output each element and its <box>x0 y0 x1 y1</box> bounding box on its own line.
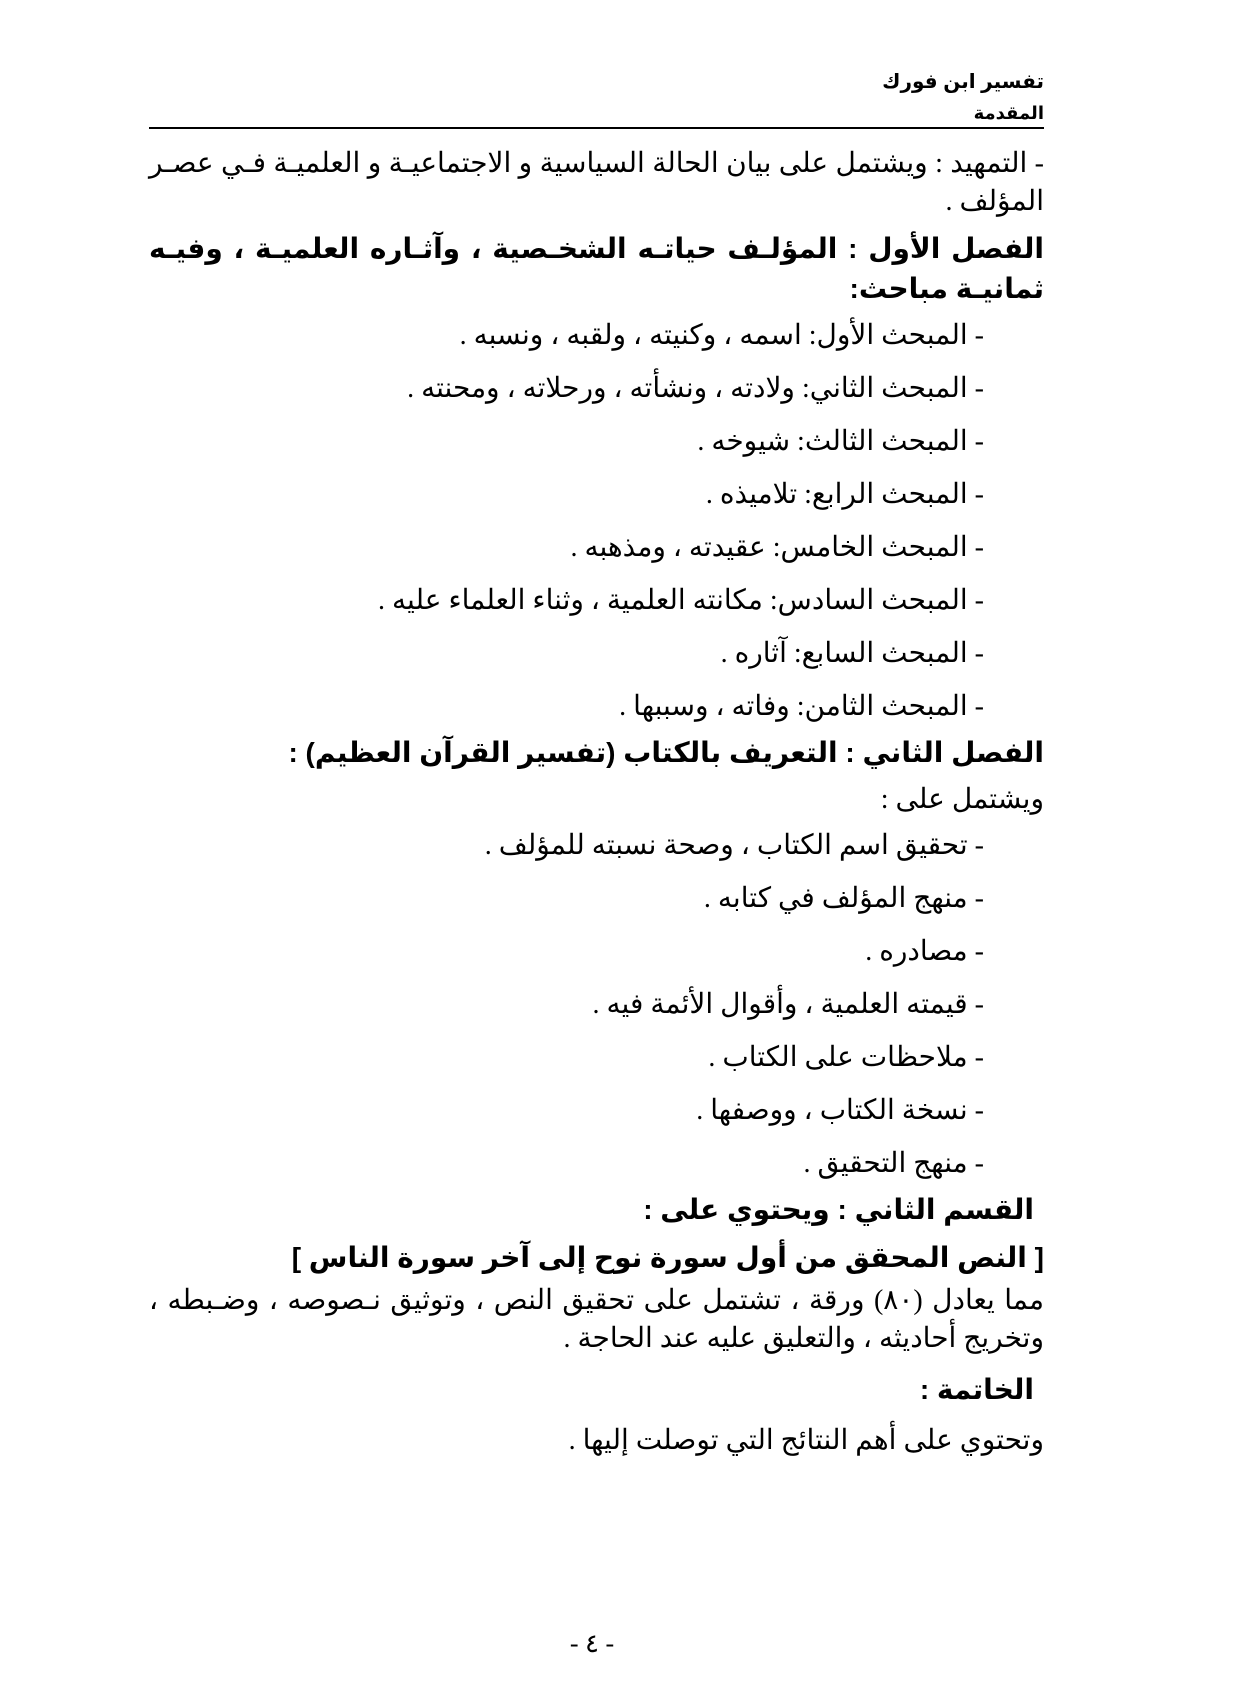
list-item: - المبحث السادس: مكانته العلمية ، وثناء العلماء عليه . <box>378 585 984 616</box>
chapter2-list <box>149 819 1044 1190</box>
list-item: - منهج التحقيق . <box>803 1148 984 1179</box>
list-item: - المبحث الثاني: ولادته ، ونشأته ، ورحلاته ، ومحنته . <box>407 373 984 404</box>
conclusion-heading: الخاتمة : <box>919 1374 1034 1405</box>
book-title: تفسير ابن فورك <box>882 71 1044 93</box>
part2-subheading: [ النص المحقق من أول سورة نوح إلى آخر سورة الناس ] <box>291 1242 1044 1273</box>
conclusion-paragraph: وتحتوي على أهم النتائج التي توصلت إليها . <box>568 1425 1044 1456</box>
part2-heading: القسم الثاني : ويحتوي على : <box>643 1194 1034 1225</box>
list-item: - المبحث الثامن: وفاته ، وسببها . <box>619 691 984 722</box>
list-item: - نسخة الكتاب ، ووصفها . <box>696 1095 984 1126</box>
page-number: - ٤ - <box>569 1629 615 1658</box>
list-item: - المبحث الثالث: شيوخه . <box>697 426 984 457</box>
list-item: - تحقيق اسم الكتاب ، وصحة نسبته للمؤلف . <box>484 830 984 861</box>
header-rule <box>149 127 1044 129</box>
list-item: - المبحث الخامس: عقيدته ، ومذهبه . <box>570 532 984 563</box>
running-header <box>149 68 1044 138</box>
page-body <box>149 145 1044 1460</box>
list-item: - ملاحظات على الكتاب . <box>708 1042 984 1073</box>
list-item: - المبحث الرابع: تلاميذه . <box>705 479 984 510</box>
chapter2-heading: الفصل الثاني : التعريف بالكتاب (تفسير القرآن العظيم) : <box>288 737 1044 768</box>
list-item: - مصادره . <box>865 936 984 967</box>
chapter1-list <box>149 309 1044 733</box>
intro-paragraph: - التمهيد : ويشتمل على بيان الحالة السياسية و الاجتماعيـة و العلميـة فـي عصـر المؤلف . <box>149 148 1044 217</box>
list-item: - المبحث الأول: اسمه ، وكنيته ، ولقبه ، ونسبه . <box>459 320 984 351</box>
list-item: - قيمته العلمية ، وأقوال الأئمة فيه . <box>592 989 984 1020</box>
part2-paragraph: مما يعادل (٨٠) ورقة ، تشتمل على تحقيق النص ، وتوثيق نـصوصه ، وضـبطه ، وتخريج أحاديثه ، والتعليق عليه عند الحاجة . <box>149 1285 1044 1354</box>
chapter2-lead: ويشتمل على : <box>880 784 1044 815</box>
chapter1-heading: الفصل الأول : المؤلـف حياتـه الشخـصية ، وآثـاره العلميـة ، وفيـه ثمانيـة مباحث: <box>149 233 1044 304</box>
list-item: - منهج المؤلف في كتابه . <box>703 883 984 914</box>
list-item: - المبحث السابع: آثاره . <box>720 638 984 669</box>
section-title: المقدمة <box>973 103 1044 120</box>
